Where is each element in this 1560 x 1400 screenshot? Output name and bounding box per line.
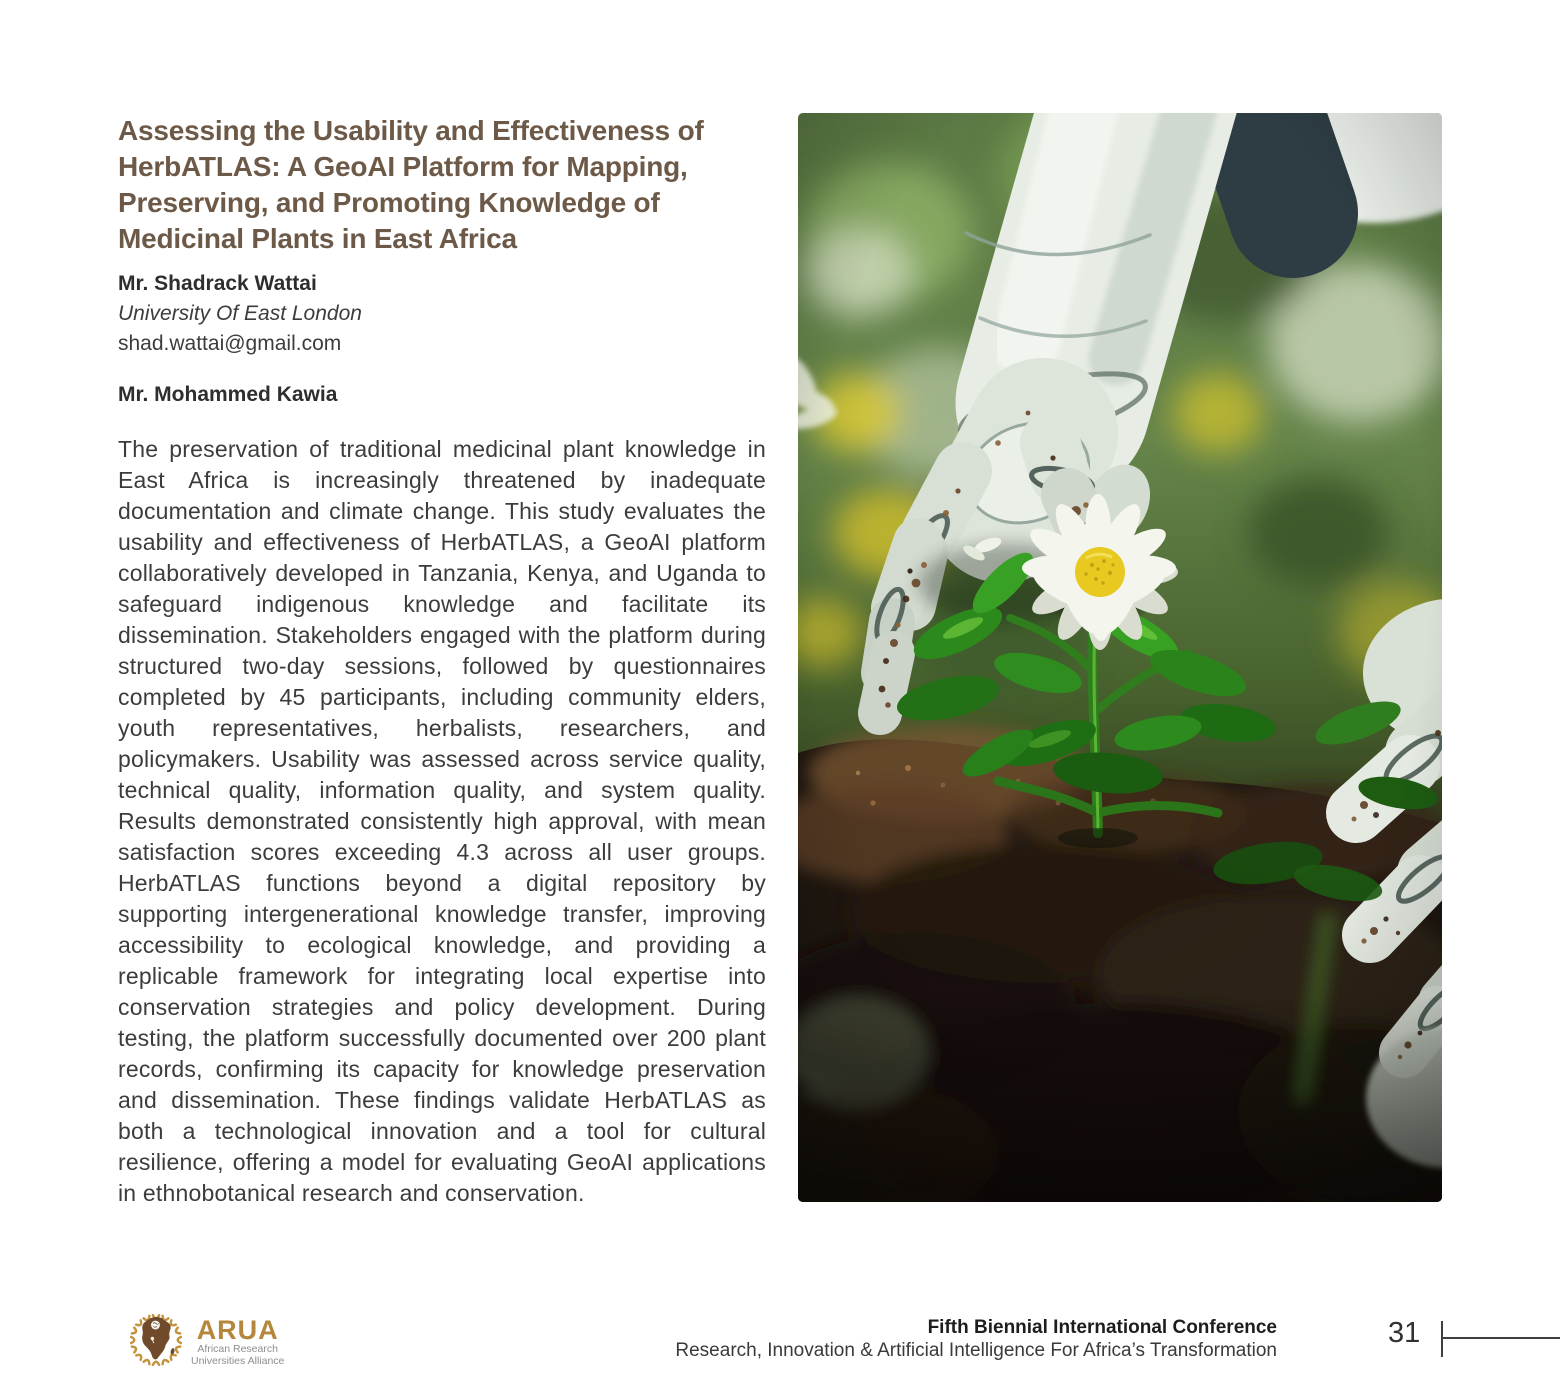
robotic-hand-planting-photo	[798, 113, 1442, 1202]
page-number: 31	[1388, 1317, 1421, 1349]
conference-theme: Research, Innovation & Artificial Intelligence For Africa’s Transformation	[675, 1340, 1277, 1361]
conference-title: Fifth Biennial International Conference	[927, 1317, 1277, 1338]
author-email: shad.wattai@gmail.com	[118, 332, 342, 355]
author-name: Mr. Shadrack Wattai	[118, 272, 317, 295]
arua-subtitle-line1: African Research	[197, 1343, 278, 1355]
author-block-secondary	[118, 380, 766, 410]
title-line-4: Medicinal Plants in East Africa	[118, 223, 517, 254]
footer-conference-text	[675, 1316, 1277, 1362]
photo-illustration	[798, 113, 1442, 1202]
footer-rule-vertical	[1441, 1321, 1443, 1357]
author-affiliation: University Of East London	[118, 302, 362, 325]
arua-logo-icon	[126, 1308, 186, 1370]
article-title	[118, 113, 766, 257]
author-block-primary	[118, 269, 766, 359]
author-name: Mr. Mohammed Kawia	[118, 383, 338, 406]
article-column	[118, 113, 766, 1209]
title-line-3: Preserving, and Promoting Knowledge of	[118, 187, 660, 218]
arua-logo-text	[191, 1317, 284, 1367]
arua-acronym: ARUA	[196, 1315, 279, 1345]
abstract-text: The preservation of traditional medicinal plant knowledge in East Africa is increasingly threatened by inadequate documentation and climate change. This study evaluates the usability and effectiveness of HerbATLAS, a GeoAI platform collaboratively developed in Tanzania, Kenya, and Uganda to safeguard indigenous knowledge and facilitate its dissemination. Stakeholders engaged with the platform during structured two-day sessions, followed by questionnaires completed by 45 participants, including community elders, youth representatives, herbalists, researchers, and policymakers. Usability was assessed across service quality, technical quality, information quality, and system quality. Results demonstrated consistently high approval, with mean satisfaction scores exceeding 4.3 across all user groups. HerbATLAS functions beyond a digital repository by supporting intergenerational knowledge transfer, improving accessibility to ecological knowledge, and providing a replicable framework for integrating local expertise into conservation strategies and policy development. During testing, the platform successfully documented over 200 plant records, confirming its capacity for knowledge preservation and dissemination. These findings validate HerbATLAS as both a technological innovation and a tool for cultural resilience, offering a model for evaluating GeoAI applications in ethnobotanical research and conservation.	[118, 436, 766, 1206]
footer-rule-horizontal	[1441, 1337, 1560, 1339]
arua-logo	[126, 1308, 284, 1370]
arua-subtitle-line2: Universities Alliance	[191, 1355, 285, 1367]
title-line-2: HerbATLAS: A GeoAI Platform for Mapping,	[118, 151, 688, 182]
title-line-1: Assessing the Usability and Effectiveness of	[118, 115, 704, 146]
